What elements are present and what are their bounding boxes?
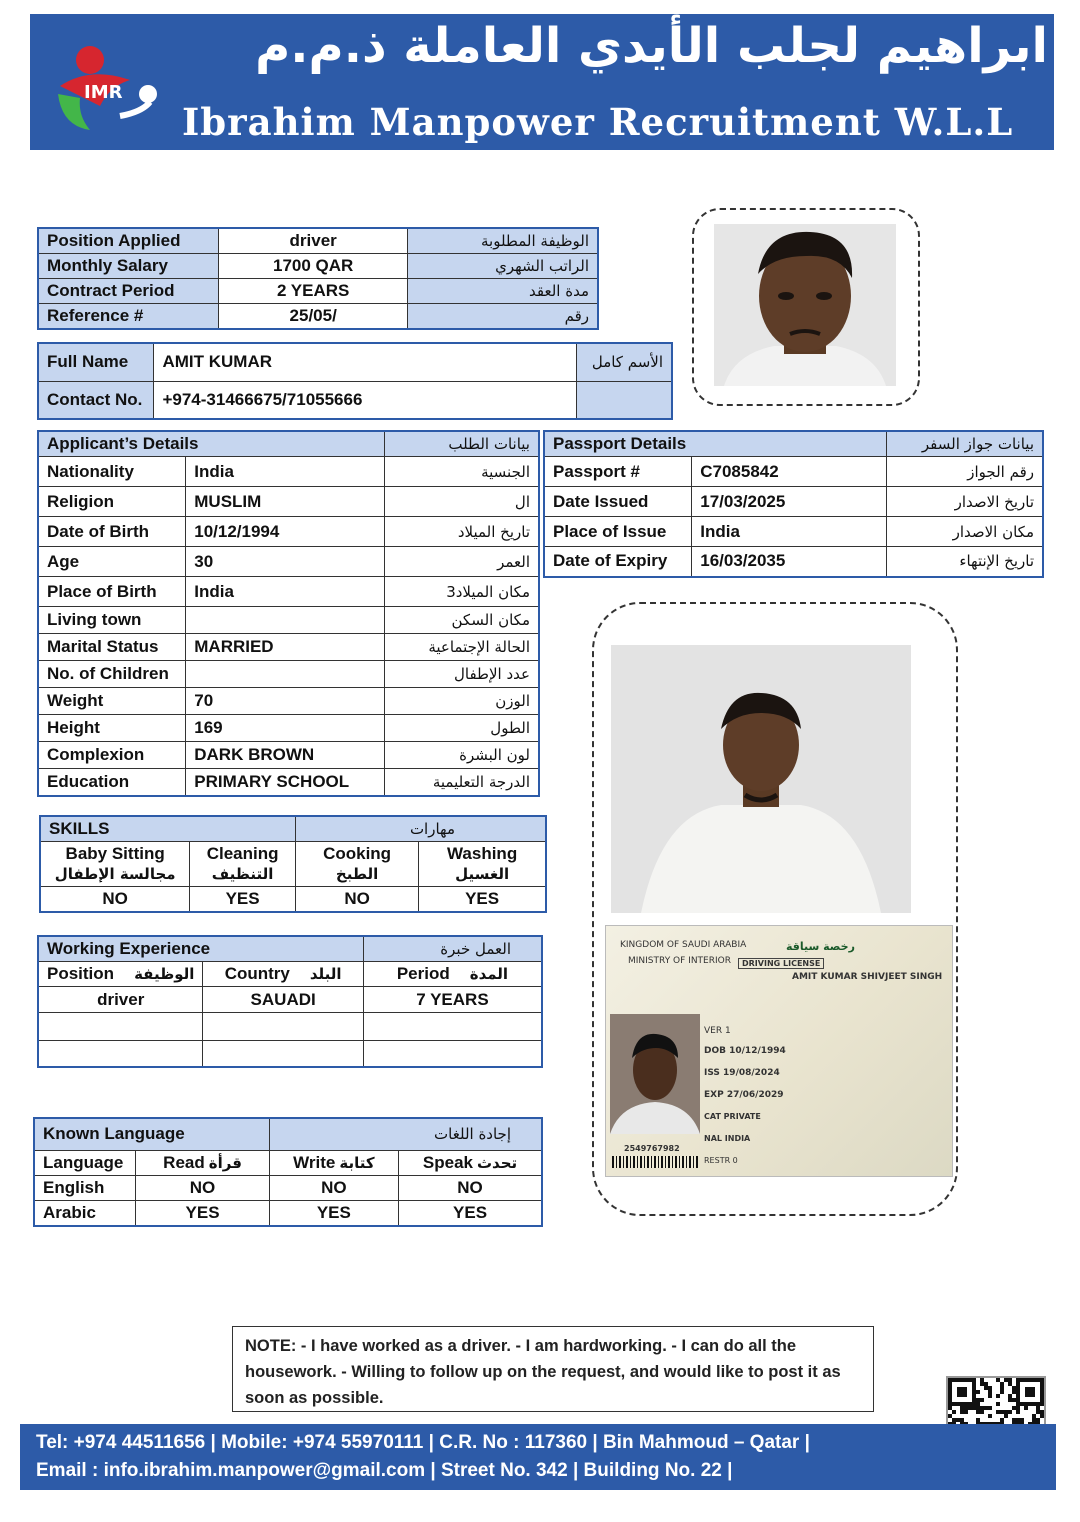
passport-field-value: C7085842	[692, 457, 887, 487]
applicant-field-label-arabic: مكان السكن	[385, 607, 539, 634]
footer-email-line: Email : info.ibrahim.manpower@gmail.com | Street No. 342 | Building No. 22 |	[36, 1460, 733, 1481]
experience-title-arabic: العمل خبرة	[363, 936, 542, 962]
applicant-full-photo	[611, 645, 911, 913]
skills-table	[39, 815, 547, 913]
experience-header-label: Country	[224, 964, 290, 983]
passport-field-label: Passport #	[544, 457, 692, 487]
passport-details-title: Passport Details	[544, 431, 886, 457]
language-speak: NO	[399, 1175, 542, 1200]
language-header-label-arabic: تحدث	[476, 1153, 518, 1172]
applicant-row	[38, 487, 539, 517]
empty-cell	[203, 1041, 364, 1067]
passport-field-label-arabic: مكان الاصدار	[886, 517, 1043, 547]
language-header-label: Speak	[422, 1152, 473, 1172]
license-issue-date: ISS 19/08/2024	[704, 1068, 780, 1078]
contact-empty-cell	[576, 381, 672, 419]
license-restriction: RESTR 0	[704, 1156, 738, 1165]
language-column-header	[136, 1150, 269, 1175]
experience-position: driver	[38, 987, 203, 1013]
license-holder-name: AMIT KUMAR SHIVJEET SINGH	[792, 972, 943, 982]
skill-name-arabic: التنظيف	[211, 865, 274, 883]
applicant-row	[38, 577, 539, 607]
license-ministry: MINISTRY OF INTERIOR	[628, 956, 731, 966]
applicant-note: NOTE: - I have worked as a driver. - I am hardworking. - I can do all the housework. - Willing to follow up on the request, and would like to post it as soon as possible.	[232, 1326, 874, 1412]
license-expiry-date: EXP 27/06/2029	[704, 1090, 784, 1100]
company-logo	[50, 36, 168, 136]
applicant-field-label: Age	[38, 547, 186, 577]
applicant-field-label-arabic: الحالة الإجتماعية	[385, 634, 539, 661]
job-field-label: Position Applied	[38, 228, 219, 254]
job-field-value: 2 YEARS	[219, 279, 408, 304]
identity-table	[37, 342, 673, 420]
job-field-label: Contract Period	[38, 279, 219, 304]
passport-field-label: Date Issued	[544, 487, 692, 517]
skill-name: Washing	[447, 844, 518, 863]
skill-name: Baby Sitting	[65, 844, 165, 863]
job-field-label-arabic: مدة العقد	[408, 279, 598, 304]
job-row	[38, 228, 598, 254]
applicant-details-title: Applicant’s Details	[38, 431, 385, 457]
language-column-header	[269, 1150, 398, 1175]
applicant-field-label-arabic: الوزن	[385, 688, 539, 715]
job-row	[38, 254, 598, 279]
languages-title-arabic: إجادة اللغات	[269, 1118, 542, 1150]
language-name: Arabic	[34, 1200, 136, 1226]
applicant-field-label: No. of Children	[38, 661, 186, 688]
experience-header-label: Period	[396, 964, 450, 983]
skill-name: Cleaning	[206, 844, 279, 863]
skill-name: Cooking	[323, 844, 392, 863]
job-field-value: 25/05/	[219, 304, 408, 330]
applicant-field-label-arabic: الطول	[385, 715, 539, 742]
experience-header-label-arabic: البلد	[309, 965, 342, 983]
company-name-arabic: ابراهيم لجلب الأيدي العاملة ذ.م.م	[255, 18, 1048, 74]
experience-header-label: Position	[47, 964, 115, 983]
working-experience-table	[37, 935, 543, 1068]
skill-header	[419, 842, 546, 887]
skill-value: NO	[40, 887, 190, 913]
skill-name-arabic: الطبخ	[335, 865, 379, 883]
passport-field-label-arabic: رقم الجواز	[886, 457, 1043, 487]
contact-footer	[20, 1424, 1056, 1490]
logo-text: IMR	[84, 82, 123, 103]
license-type: DRIVING LICENSE	[738, 958, 824, 969]
full-name-label: Full Name	[38, 343, 154, 381]
license-nationality: NAL INDIA	[704, 1134, 751, 1143]
applicant-details-title-arabic: بيانات الطلب	[385, 431, 539, 457]
language-header-label: Write	[293, 1152, 336, 1172]
language-header-label-arabic: قرأة	[208, 1153, 242, 1172]
license-dob: DOB 10/12/1994	[704, 1046, 786, 1056]
passport-field-label-arabic: تاريخ الإنتهاء	[886, 547, 1043, 577]
applicant-field-label: Height	[38, 715, 186, 742]
passport-field-label: Date of Expiry	[544, 547, 692, 577]
passport-details-table	[543, 430, 1044, 578]
skill-name-arabic: الغسيل	[455, 865, 510, 883]
skill-name-arabic: مجالسة الإطفال	[54, 865, 176, 883]
license-type-arabic: رخصة سياقة	[786, 940, 855, 953]
skill-header	[190, 842, 296, 887]
applicant-field-label: Date of Birth	[38, 517, 186, 547]
language-header-label: Language	[43, 1152, 124, 1172]
job-field-label-arabic: الوظيفة المطلوبة	[408, 228, 598, 254]
applicant-field-label: Living town	[38, 607, 186, 634]
applicant-field-label: Place of Birth	[38, 577, 186, 607]
license-country: KINGDOM OF SAUDI ARABIA	[620, 940, 747, 950]
full-name-label-arabic: الأسم كامل	[576, 343, 672, 381]
job-field-label: Monthly Salary	[38, 254, 219, 279]
passport-field-label: Place of Issue	[544, 517, 692, 547]
passport-row	[544, 487, 1043, 517]
applicant-field-value: MARRIED	[186, 634, 385, 661]
skill-header	[295, 842, 418, 887]
applicant-field-value: India	[186, 457, 385, 487]
job-row	[38, 279, 598, 304]
applicant-head-photo	[714, 224, 896, 386]
passport-row	[544, 517, 1043, 547]
license-number: 2549767982	[624, 1144, 680, 1153]
applicant-row	[38, 715, 539, 742]
job-field-label: Reference #	[38, 304, 219, 330]
experience-header-label-arabic: المدة	[469, 965, 509, 983]
passport-details-title-arabic: بيانات جواز السفر	[886, 431, 1043, 457]
language-header-label: Read	[163, 1152, 205, 1172]
company-name-english: Ibrahim Manpower Recruitment W.L.L	[182, 100, 1014, 144]
empty-cell	[38, 1013, 203, 1041]
experience-title: Working Experience	[38, 936, 363, 962]
language-row	[34, 1200, 542, 1226]
applicant-field-label-arabic: لون البشرة	[385, 742, 539, 769]
language-read: YES	[136, 1200, 269, 1226]
language-row	[34, 1175, 542, 1200]
applicant-field-label: Nationality	[38, 457, 186, 487]
contact-value: +974-31466675/71055666	[154, 381, 576, 419]
language-name: English	[34, 1175, 136, 1200]
job-field-label-arabic: الراتب الشهري	[408, 254, 598, 279]
applicant-field-value: MUSLIM	[186, 487, 385, 517]
applicant-row	[38, 634, 539, 661]
experience-period: 7 YEARS	[363, 987, 542, 1013]
empty-cell	[203, 1013, 364, 1041]
empty-cell	[363, 1013, 542, 1041]
language-write: YES	[269, 1200, 398, 1226]
applicant-row	[38, 742, 539, 769]
applicant-field-label-arabic: الجنسية	[385, 457, 539, 487]
applicant-field-label-arabic: ال	[385, 487, 539, 517]
applicant-field-value: DARK BROWN	[186, 742, 385, 769]
applicant-field-label: Religion	[38, 487, 186, 517]
job-field-label-arabic: رقم	[408, 304, 598, 330]
applicant-row	[38, 769, 539, 796]
applicant-field-label-arabic: تاريخ الميلاد	[385, 517, 539, 547]
passport-field-label-arabic: تاريخ الاصدار	[886, 487, 1043, 517]
experience-header-label-arabic: الوظيفة	[134, 965, 195, 983]
language-write: NO	[269, 1175, 398, 1200]
empty-cell	[38, 1041, 203, 1067]
skill-value: NO	[295, 887, 418, 913]
experience-column-header	[363, 962, 542, 987]
license-version: VER 1	[704, 1026, 731, 1036]
job-details-table	[37, 227, 599, 330]
applicant-field-label: Education	[38, 769, 186, 796]
applicant-field-value: 169	[186, 715, 385, 742]
experience-column-header	[203, 962, 364, 987]
passport-field-value: India	[692, 517, 887, 547]
applicant-field-value: India	[186, 577, 385, 607]
language-header-label-arabic: كتابة	[339, 1153, 375, 1172]
applicant-row	[38, 457, 539, 487]
applicant-field-label-arabic: مكان الميلاد3	[385, 577, 539, 607]
license-photo	[610, 1014, 700, 1134]
footer-phone-line: Tel: +974 44511656 | Mobile: +974 55970111 | C.R. No : 117360 | Bin Mahmoud – Qatar |	[36, 1432, 810, 1453]
job-row	[38, 304, 598, 330]
skill-value: YES	[419, 887, 546, 913]
letterhead-banner	[30, 14, 1054, 150]
applicant-row	[38, 607, 539, 634]
full-name-value: AMIT KUMAR	[154, 343, 576, 381]
job-field-value: 1700 QAR	[219, 254, 408, 279]
language-read: NO	[136, 1175, 269, 1200]
passport-field-value: 17/03/2025	[692, 487, 887, 517]
language-column-header	[34, 1150, 136, 1175]
empty-cell	[363, 1041, 542, 1067]
experience-column-header	[38, 962, 203, 987]
applicant-field-label-arabic: العمر	[385, 547, 539, 577]
skills-title-arabic: مهارات	[295, 816, 546, 842]
applicant-field-label: Complexion	[38, 742, 186, 769]
contact-label: Contact No.	[38, 381, 154, 419]
passport-row	[544, 547, 1043, 577]
license-barcode	[612, 1156, 698, 1168]
applicant-field-value: PRIMARY SCHOOL	[186, 769, 385, 796]
language-speak: YES	[399, 1200, 542, 1226]
applicant-field-label: Weight	[38, 688, 186, 715]
applicant-row	[38, 688, 539, 715]
passport-row	[544, 457, 1043, 487]
applicant-details-table	[37, 430, 540, 797]
applicant-row	[38, 547, 539, 577]
applicant-row	[38, 517, 539, 547]
applicant-field-label-arabic: عدد الإطفال	[385, 661, 539, 688]
driving-license-card	[605, 925, 953, 1177]
skill-value: YES	[190, 887, 296, 913]
experience-row	[38, 987, 542, 1013]
job-field-value: driver	[219, 228, 408, 254]
applicant-field-value: 70	[186, 688, 385, 715]
skills-title: SKILLS	[40, 816, 295, 842]
passport-field-value: 16/03/2035	[692, 547, 887, 577]
known-language-table	[33, 1117, 543, 1227]
applicant-field-value: 10/12/1994	[186, 517, 385, 547]
experience-country: SAUADI	[203, 987, 364, 1013]
license-category: CAT PRIVATE	[704, 1112, 761, 1121]
skill-header	[40, 842, 190, 887]
language-column-header	[399, 1150, 542, 1175]
languages-title: Known Language	[34, 1118, 269, 1150]
applicant-field-value: 30	[186, 547, 385, 577]
applicant-row	[38, 661, 539, 688]
applicant-field-value	[186, 607, 385, 634]
applicant-field-label-arabic: الدرجة التعليمية	[385, 769, 539, 796]
applicant-field-value	[186, 661, 385, 688]
applicant-field-label: Marital Status	[38, 634, 186, 661]
